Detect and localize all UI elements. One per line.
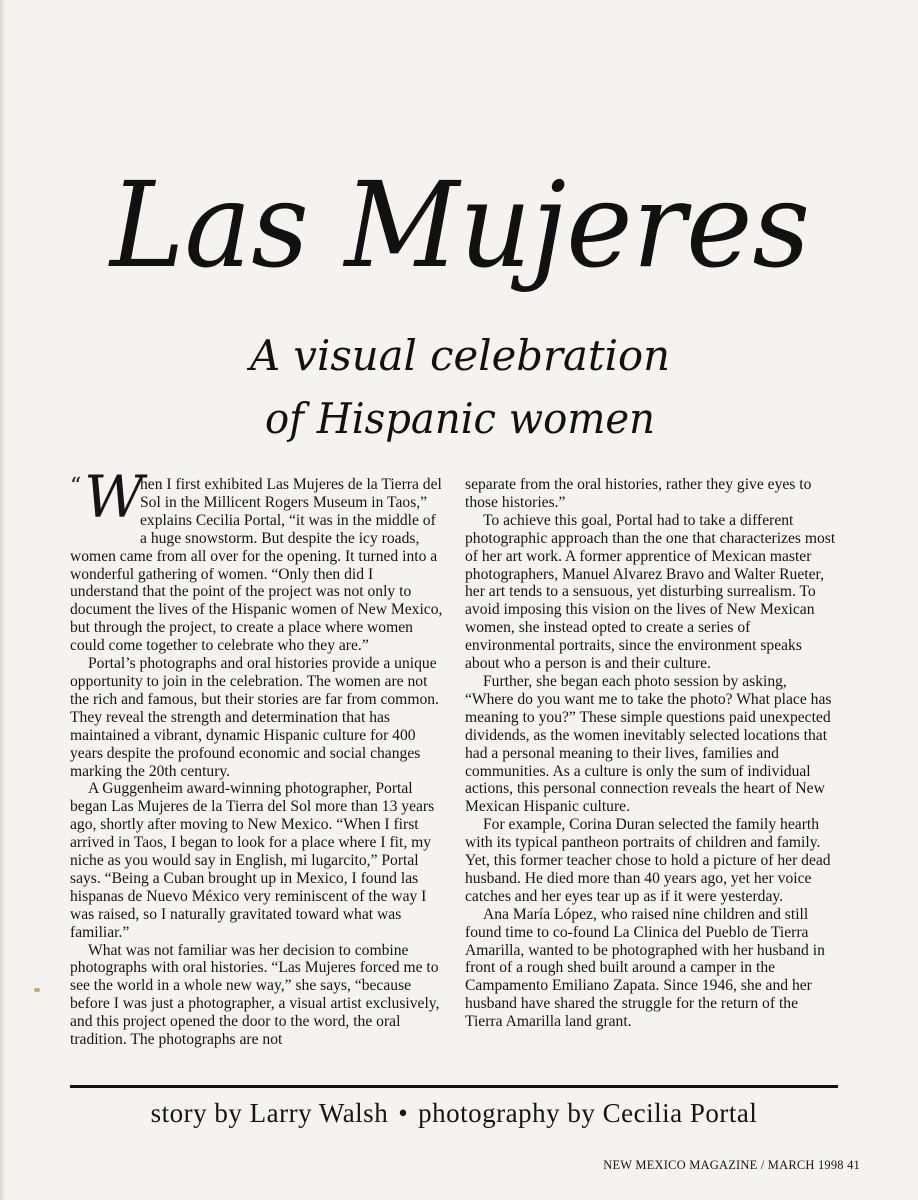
paragraph: separate from the oral histories, rather they give eyes to those histories.”	[465, 476, 812, 511]
paragraph: A Guggenheim award-winning photographer, Portal began Las Mujeres de la Tierra del Sol more than 13 years ago, shortly after moving to New Mexico. “When I first arrived in Taos, I began to look for a place where I fit, my niche as you would say in English, mi lugarcito,” Portal says. “Being a Cuban brought up in Mexico, I found las hispanas de Nuevo México very reminiscent of the way I was raised, so I naturally gravitated toward what was familiar.”	[70, 780, 435, 941]
page-edge-shadow	[0, 0, 6, 1200]
paragraph: Further, she began each photo session by asking, “Where do you want me to take the photo? What place has meaning to you?” These simple questions paid unexpected dividends, as the women inevitably selected locations that had a personal meaning to their lives, families and communities. As a culture is only the sum of individual actions, this personal connection reveals the heart of New Mexican Hispanic culture.	[465, 672, 832, 816]
paragraph: Portal’s photographs and oral histories provide a unique opportunity to join in the celebration. The women are not the rich and famous, but their stories are far from common. They reveal the strength and determination that has maintained a vibrant, dynamic Hispanic culture for 400 years despite the profound economic and social changes marking the 20th century.	[70, 655, 439, 780]
paper-speck	[34, 988, 40, 992]
story-credit: story by Larry Walsh	[150, 1098, 389, 1128]
credit-bullet: •	[398, 1098, 409, 1128]
photography-credit: photography by Cecilia Portal	[418, 1098, 758, 1128]
paragraph: What was not familiar was her decision to combine photographs with oral histories. “Las Mujeres forced me to see the world in a whole new way,” she says, “because before I was just a photographer, a visual artist exclusively, and this project opened the door to the word, the oral tradition. The photographs are not	[70, 941, 440, 1049]
article-credits	[70, 1098, 838, 1129]
page-footer	[603, 1158, 860, 1173]
drop-cap-letter: W	[84, 463, 144, 531]
article-title-text: Las Mujeres	[108, 156, 811, 294]
article-column-left	[70, 463, 444, 1049]
article-subtitle	[230, 318, 690, 458]
drop-cap	[70, 463, 144, 531]
article-title	[90, 148, 830, 318]
paragraph-text: hen I first exhibited Las Mujeres de la Tierra del Sol in the Millicent Rogers Museum in Taos,” explains Cecilia Portal, “it was in the middle of a huge snowstorm. But despite the icy roads, women came from all over for the opening. It turned into a wonderful gathering of women. “Only then did I understand that the point of the project was not only to document the lives of the Hispanic women of New Mexico, but through the project, to create a place where women could come together to celebrate who they are.”	[70, 476, 443, 655]
paragraph: For example, Corina Duran selected the family hearth with its typical pantheon portraits of children and family. Yet, this former teacher chose to hold a picture of her dead husband. He died more than 40 years ago, yet her voice catches and her eyes tear up as if it were yesterday.	[465, 816, 831, 905]
article-column-right	[465, 476, 839, 1031]
divider-rule	[70, 1085, 838, 1088]
page-number: 41	[847, 1158, 860, 1172]
drop-cap-quote: “	[70, 474, 82, 499]
paragraph: Ana María López, who raised nine children and still found time to co-found La Clinica del Pueblo de Tierra Amarilla, wanted to be photographed with her husband in front of a rough shed built around a camper in the Campamento Emiliano Zapata. Since 1946, she and her husband have shared the struggle for the return of the Tierra Amarilla land grant.	[465, 905, 825, 1031]
subtitle-line-1: A visual celebration	[246, 331, 671, 380]
subtitle-line-2: of Hispanic women	[265, 394, 655, 443]
magazine-issue: NEW MEXICO MAGAZINE / MARCH 1998	[603, 1158, 844, 1172]
paragraph: To achieve this goal, Portal had to take a different photographic approach than the one that characterizes most of her art work. A former apprentice of Mexican master photographers, Manuel Alvarez Bravo and Walter Rueter, her art tends to a sensuous, yet disturbing surrealism. To avoid imposing this vision on the lives of New Mexican women, she instead opted to create a series of environmental portraits, since the environment speaks about who a person is and their culture.	[465, 511, 836, 673]
paragraph	[70, 463, 444, 655]
